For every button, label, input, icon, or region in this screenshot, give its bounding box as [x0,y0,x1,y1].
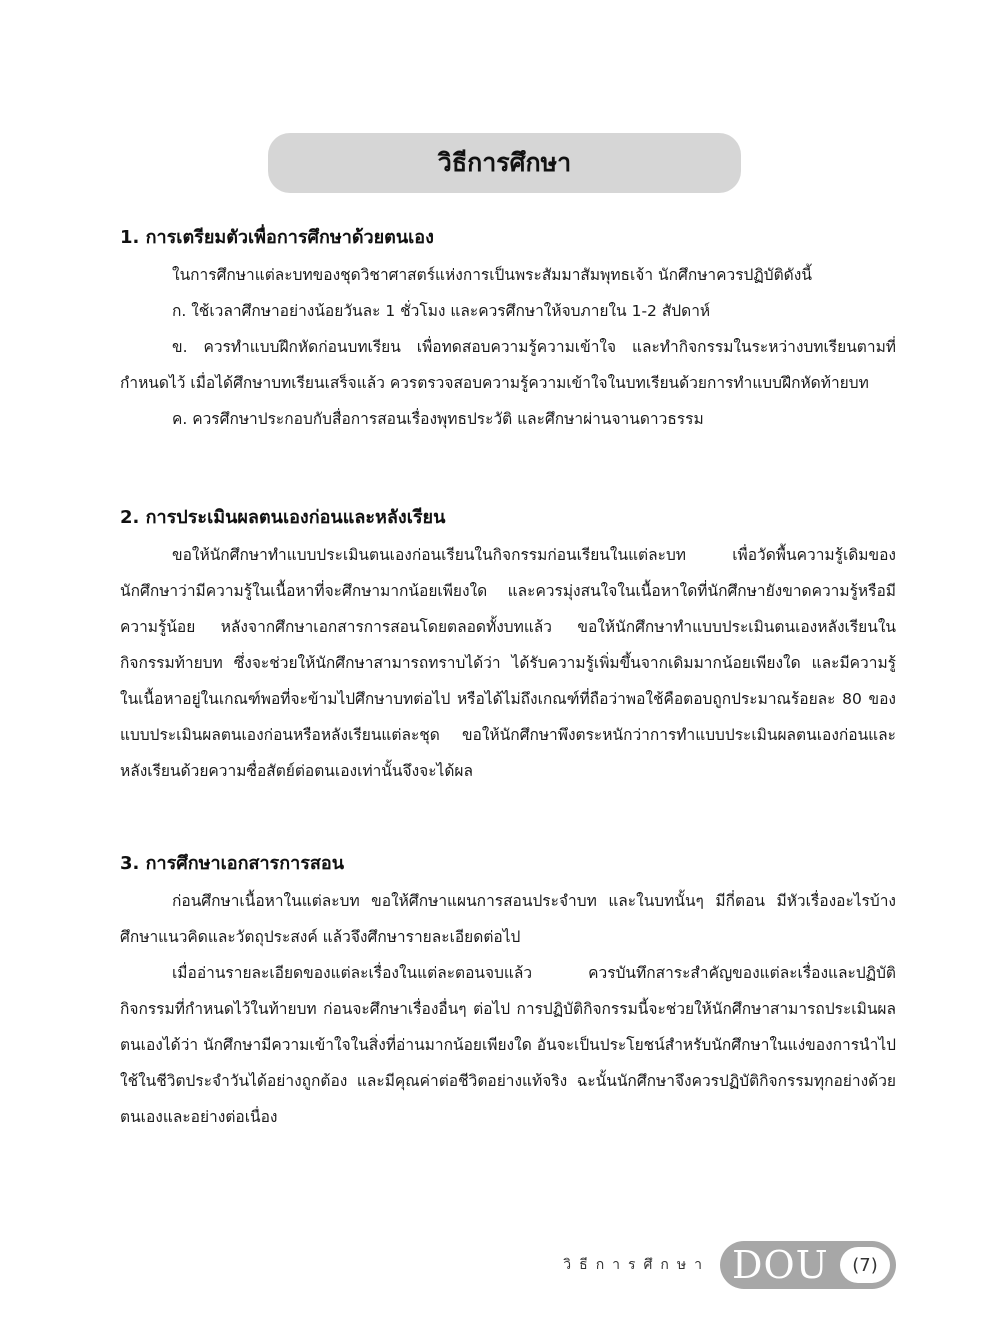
paragraph: ก. ใช้เวลาศึกษาอย่างน้อยวันละ 1 ชั่วโมง และควรศึกษาให้จบภายใน 1-2 สัปดาห์ [172,302,711,320]
page-footer [563,1241,896,1289]
title-banner [268,133,741,193]
section-heading: 1. การเตรียมตัวเพื่อการศึกษาด้วยตนเอง [120,227,434,248]
section-self-assessment [120,502,896,789]
paragraph: เมื่ออ่านรายละเอียดของแต่ละเรื่องในแต่ละตอนจบแล้ว ควรบันทึกสาระสำคัญของแต่ละเรื่องและปฏิบัติกิจกรรมที่กำหนดไว้ในท้ายบท ก่อนจะศึกษาเรื่องอื่นๆ ต่อไป การปฏิบัติกิจกรรมนี้จะช่วยให้นักศึกษาสามารถประเมินผลตนเองได้ว่า นักศึกษามีความเข้าใจในสิ่งที่อ่านมากน้อยเพียงใด อันจะเป็นประโยชน์สำหรับนักศึกษาในแง่ของการนำไปใช้ในชีวิตประจำวันได้อย่างถูกต้อง และมีคุณค่าต่อชีวิตอย่างแท้จริง ฉะนั้นนักศึกษาจึงควรปฏิบัติกิจกรรมทุกอย่างด้วยตนเองและอย่างต่อเนื่อง [120,964,896,1126]
logo-text: DOU [732,1243,829,1287]
section-study-materials [120,848,896,1135]
dou-logo [720,1241,896,1289]
paragraph: ขอให้นักศึกษาทำแบบประเมินตนเองก่อนเรียนในกิจกรรมก่อนเรียนในแต่ละบท เพื่อวัดพื้นความรู้เดิมของนักศึกษาว่ามีความรู้ในเนื้อหาที่จะศึกษามากน้อยเพียงใด และควรมุ่งสนใจในเนื้อหาใดที่นักศึกษายังขาดความรู้หรือมีความรู้น้อย หลังจากศึกษาเอกสารการสอนโดยตลอดทั้งบทแล้ว ขอให้นักศึกษาทำแบบประเมินตนเองหลังเรียนในกิจกรรมท้ายบท ซึ่งจะช่วยให้นักศึกษาสามารถทราบได้ว่า ได้รับความรู้เพิ่มขึ้นจากเดิมมากน้อยเพียงใด และมีความรู้ในเนื้อหาอยู่ในเกณฑ์พอที่จะข้ามไปศึกษาบทต่อไป หรือได้ไม่ถึงเกณฑ์ที่ถือว่าพอใช้คือตอบถูกประมาณร้อยละ 80 ของแบบประเมินผลตนเองก่อนหรือหลังเรียนแต่ละชุด ขอให้นักศึกษาพึงตระหนักว่าการทำแบบประเมินผลตนเองก่อนและหลังเรียนด้วยความซื่อสัตย์ต่อตนเองเท่านั้นจึงจะได้ผล [120,546,896,780]
paragraph: ก่อนศึกษาเนื้อหาในแต่ละบท ขอให้ศึกษาแผนการสอนประจำบท และในบทนั้นๆ มีกี่ตอน มีหัวเรื่องอะไรบ้าง ศึกษาแนวคิดและวัตถุประสงค์ แล้วจึงศึกษารายละเอียดต่อไป [120,892,896,946]
footer-label: วิธีการศึกษา [563,1257,710,1273]
section-heading: 3. การศึกษาเอกสารการสอน [120,853,344,874]
page-title: วิธีการศึกษา [437,148,572,177]
section-preparation [120,222,896,437]
paragraph: ข. ควรทำแบบฝึกหัดก่อนบทเรียน เพื่อทดสอบความรู้ความเข้าใจ และทำกิจกรรมในระหว่างบทเรียนตามที่กำหนดไว้ เมื่อได้ศึกษาบทเรียนเสร็จแล้ว ควรตรวจสอบความรู้ความเข้าใจในบทเรียนด้วยการทำแบบฝึกหัดท้ายบท [120,338,896,392]
paragraph: ในการศึกษาแต่ละบทของชุดวิชาศาสตร์แห่งการเป็นพระสัมมาสัมพุทธเจ้า นักศึกษาควรปฏิบัติดังนี้ [172,266,812,284]
section-heading: 2. การประเมินผลตนเองก่อนและหลังเรียน [120,507,446,528]
paragraph: ค. ควรศึกษาประกอบกับสื่อการสอนเรื่องพุทธประวัติ และศึกษาผ่านจานดาวธรรม [172,410,704,428]
page-number: (7) [840,1247,890,1283]
